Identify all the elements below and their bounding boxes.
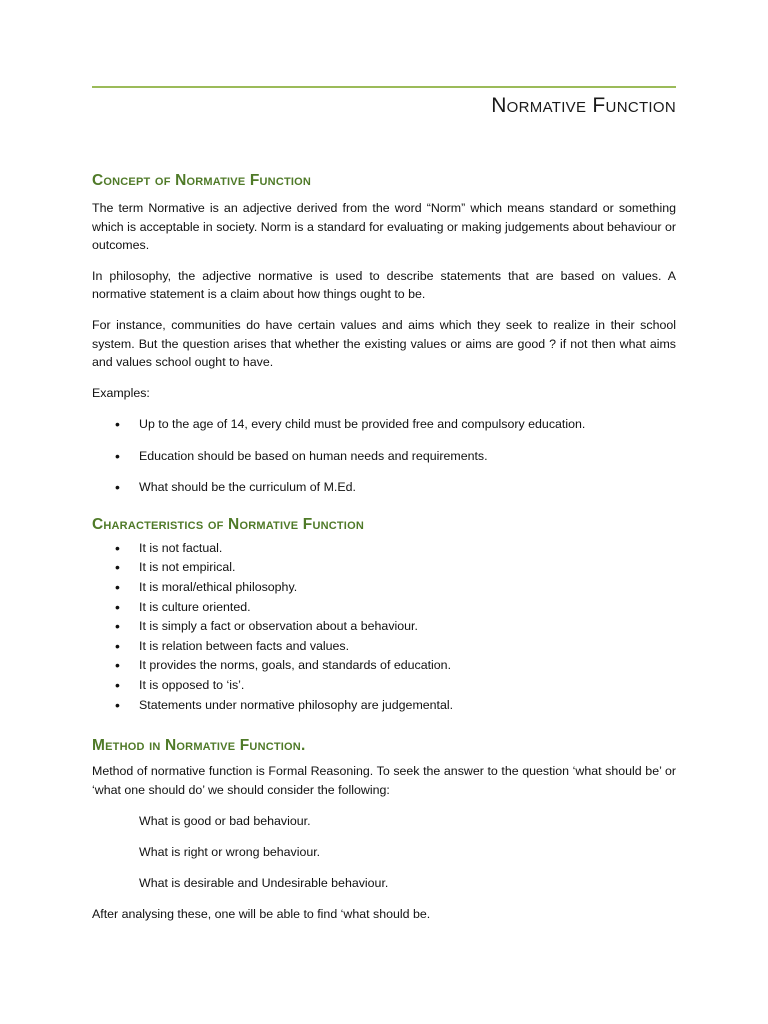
- characteristic-item: • It is not empirical.: [92, 558, 676, 578]
- consideration-item: What is good or bad behaviour.: [139, 814, 311, 829]
- characteristic-item: • It is moral/ethical philosophy.: [92, 578, 676, 598]
- characteristic-item: • It is simply a fact or observation about a behaviour.: [92, 617, 676, 637]
- characteristic-item: • It is culture oriented.: [92, 598, 676, 618]
- section-heading-method: Method in Normative Function.: [92, 737, 306, 755]
- characteristic-item: • It is relation between facts and values.: [92, 637, 676, 657]
- considerations-list: [92, 812, 676, 892]
- characteristic-item: • It is not factual.: [92, 539, 676, 559]
- characteristic-item: • It provides the norms, goals, and standards of education.: [92, 656, 676, 676]
- section-heading-characteristics: Characteristics of Normative Function: [92, 515, 364, 533]
- examples-label: Examples:: [92, 385, 150, 400]
- example-item: • What should be the curriculum of M.Ed.: [92, 478, 676, 496]
- header-rule: [92, 86, 676, 88]
- example-item: • Up to the age of 14, every child must be provided free and compulsory education.: [92, 415, 676, 433]
- concept-paragraph-2: In philosophy, the adjective normative is used to describe statements that are based on values. A normative statement is a claim about how things ought to be.: [92, 268, 676, 302]
- document-body: [92, 172, 676, 924]
- concept-paragraph-3: For instance, communities do have certain values and aims which they seek to realize in their school system. But the question arises that whether the existing values or aims are good ? if not then what aims and values school ought to have.: [92, 317, 676, 370]
- examples-list: [92, 415, 676, 496]
- method-intro: Method of normative function is Formal Reasoning. To seek the answer to the question ‘what should be’ or ‘what one should do’ we should consider the following:: [92, 764, 676, 797]
- method-conclusion: After analysing these, one will be able to find ‘what should be.: [92, 907, 431, 922]
- concept-paragraph-1: The term Normative is an adjective derived from the word “Norm” which means standard or something which is acceptable in society. Norm is a standard for evaluating or making judgements about behaviour or outcomes.: [92, 201, 676, 253]
- example-item: • Education should be based on human needs and requirements.: [92, 447, 676, 465]
- document-title: Normative Function: [491, 94, 676, 117]
- characteristic-item: • It is opposed to ‘is’.: [92, 676, 676, 696]
- consideration-item: What is right or wrong behaviour.: [139, 845, 321, 860]
- section-heading-concept: Concept of Normative Function: [92, 172, 312, 189]
- characteristic-item: • Statements under normative philosophy are judgemental.: [92, 696, 676, 716]
- document-page: [92, 0, 676, 1024]
- characteristics-list: [92, 539, 676, 715]
- consideration-item: What is desirable and Undesirable behaviour.: [139, 876, 389, 891]
